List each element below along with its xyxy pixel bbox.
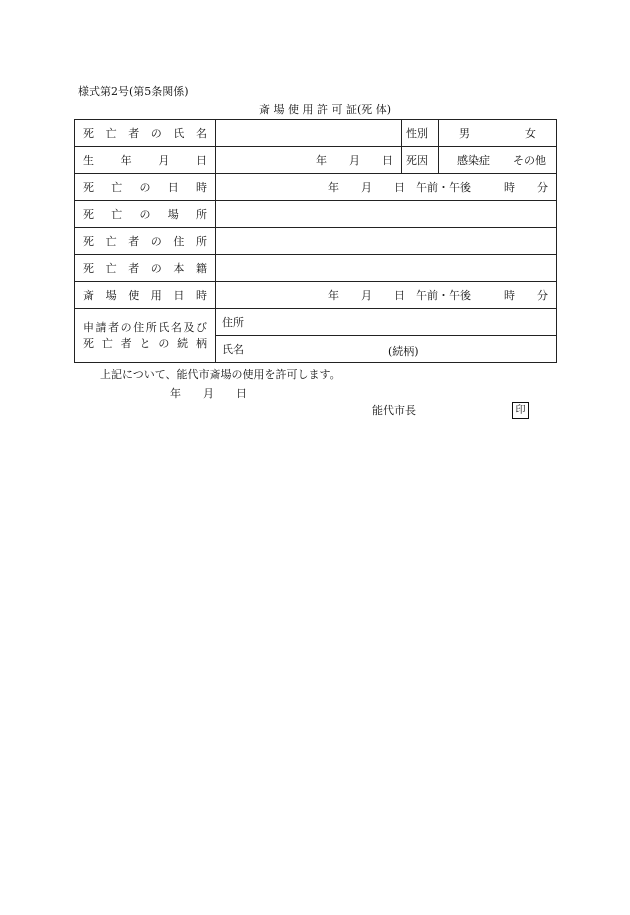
cause-infection[interactable]: 感染症 [457, 154, 490, 167]
row-use-datetime [75, 282, 557, 309]
issue-date[interactable]: 年 月 日 [170, 387, 247, 400]
document-title: 斎 場 使 用 許 可 証(死 体) [258, 103, 392, 116]
applicant-name-label: 氏名 [222, 343, 244, 356]
deceased-name-field[interactable] [216, 120, 402, 147]
row-death-datetime [75, 174, 557, 201]
applicant-address-field[interactable] [216, 309, 557, 336]
sex-options[interactable] [439, 120, 557, 147]
applicant-label-line2: 死 亡 者 と の 続 柄 [83, 336, 207, 350]
use-datetime-label: 斎 場 使 用 日 時 [75, 282, 216, 309]
applicant-label [75, 309, 216, 363]
birth-date-field[interactable]: 年 月 日 [216, 147, 402, 174]
cause-label: 死因 [402, 147, 439, 174]
death-datetime-field[interactable]: 年 月 日 午前・午後 時 分 [216, 174, 557, 201]
deceased-name-label: 死 亡 者 の 氏 名 [75, 120, 216, 147]
death-place-label: 死 亡 の 場 所 [75, 201, 216, 228]
seal-mark: 印 [512, 402, 529, 419]
use-datetime-field[interactable]: 年 月 日 午前・午後 時 分 [216, 282, 557, 309]
deceased-domicile-label: 死 亡 者 の 本 籍 [75, 255, 216, 282]
death-datetime-label: 死 亡 の 日 時 [75, 174, 216, 201]
deceased-address-field[interactable] [216, 228, 557, 255]
row-birth-date [75, 147, 557, 174]
permit-table [74, 119, 557, 363]
birth-date-label: 生 年 月 日 [75, 147, 216, 174]
applicant-name-field[interactable] [216, 336, 557, 363]
cause-other[interactable]: その他 [513, 154, 546, 167]
applicant-relation-label: (続柄) [388, 345, 419, 358]
applicant-address-label: 住所 [222, 316, 244, 329]
death-place-field[interactable] [216, 201, 557, 228]
row-applicant-address [75, 309, 557, 336]
row-deceased-address [75, 228, 557, 255]
cause-options[interactable] [439, 147, 557, 174]
deceased-domicile-field[interactable] [216, 255, 557, 282]
deceased-address-label: 死 亡 者 の 住 所 [75, 228, 216, 255]
sex-female[interactable]: 女 [525, 127, 536, 140]
row-deceased-name [75, 120, 557, 147]
mayor-title: 能代市長 [372, 404, 416, 417]
sex-label: 性別 [402, 120, 439, 147]
sex-male[interactable]: 男 [459, 127, 470, 140]
form-number: 様式第2号(第5条関係) [78, 85, 189, 98]
applicant-label-line1: 申請者の住所氏名及び [83, 320, 207, 334]
permit-statement: 上記について、能代市斎場の使用を許可します。 [100, 368, 341, 381]
row-deceased-domicile [75, 255, 557, 282]
row-death-place [75, 201, 557, 228]
